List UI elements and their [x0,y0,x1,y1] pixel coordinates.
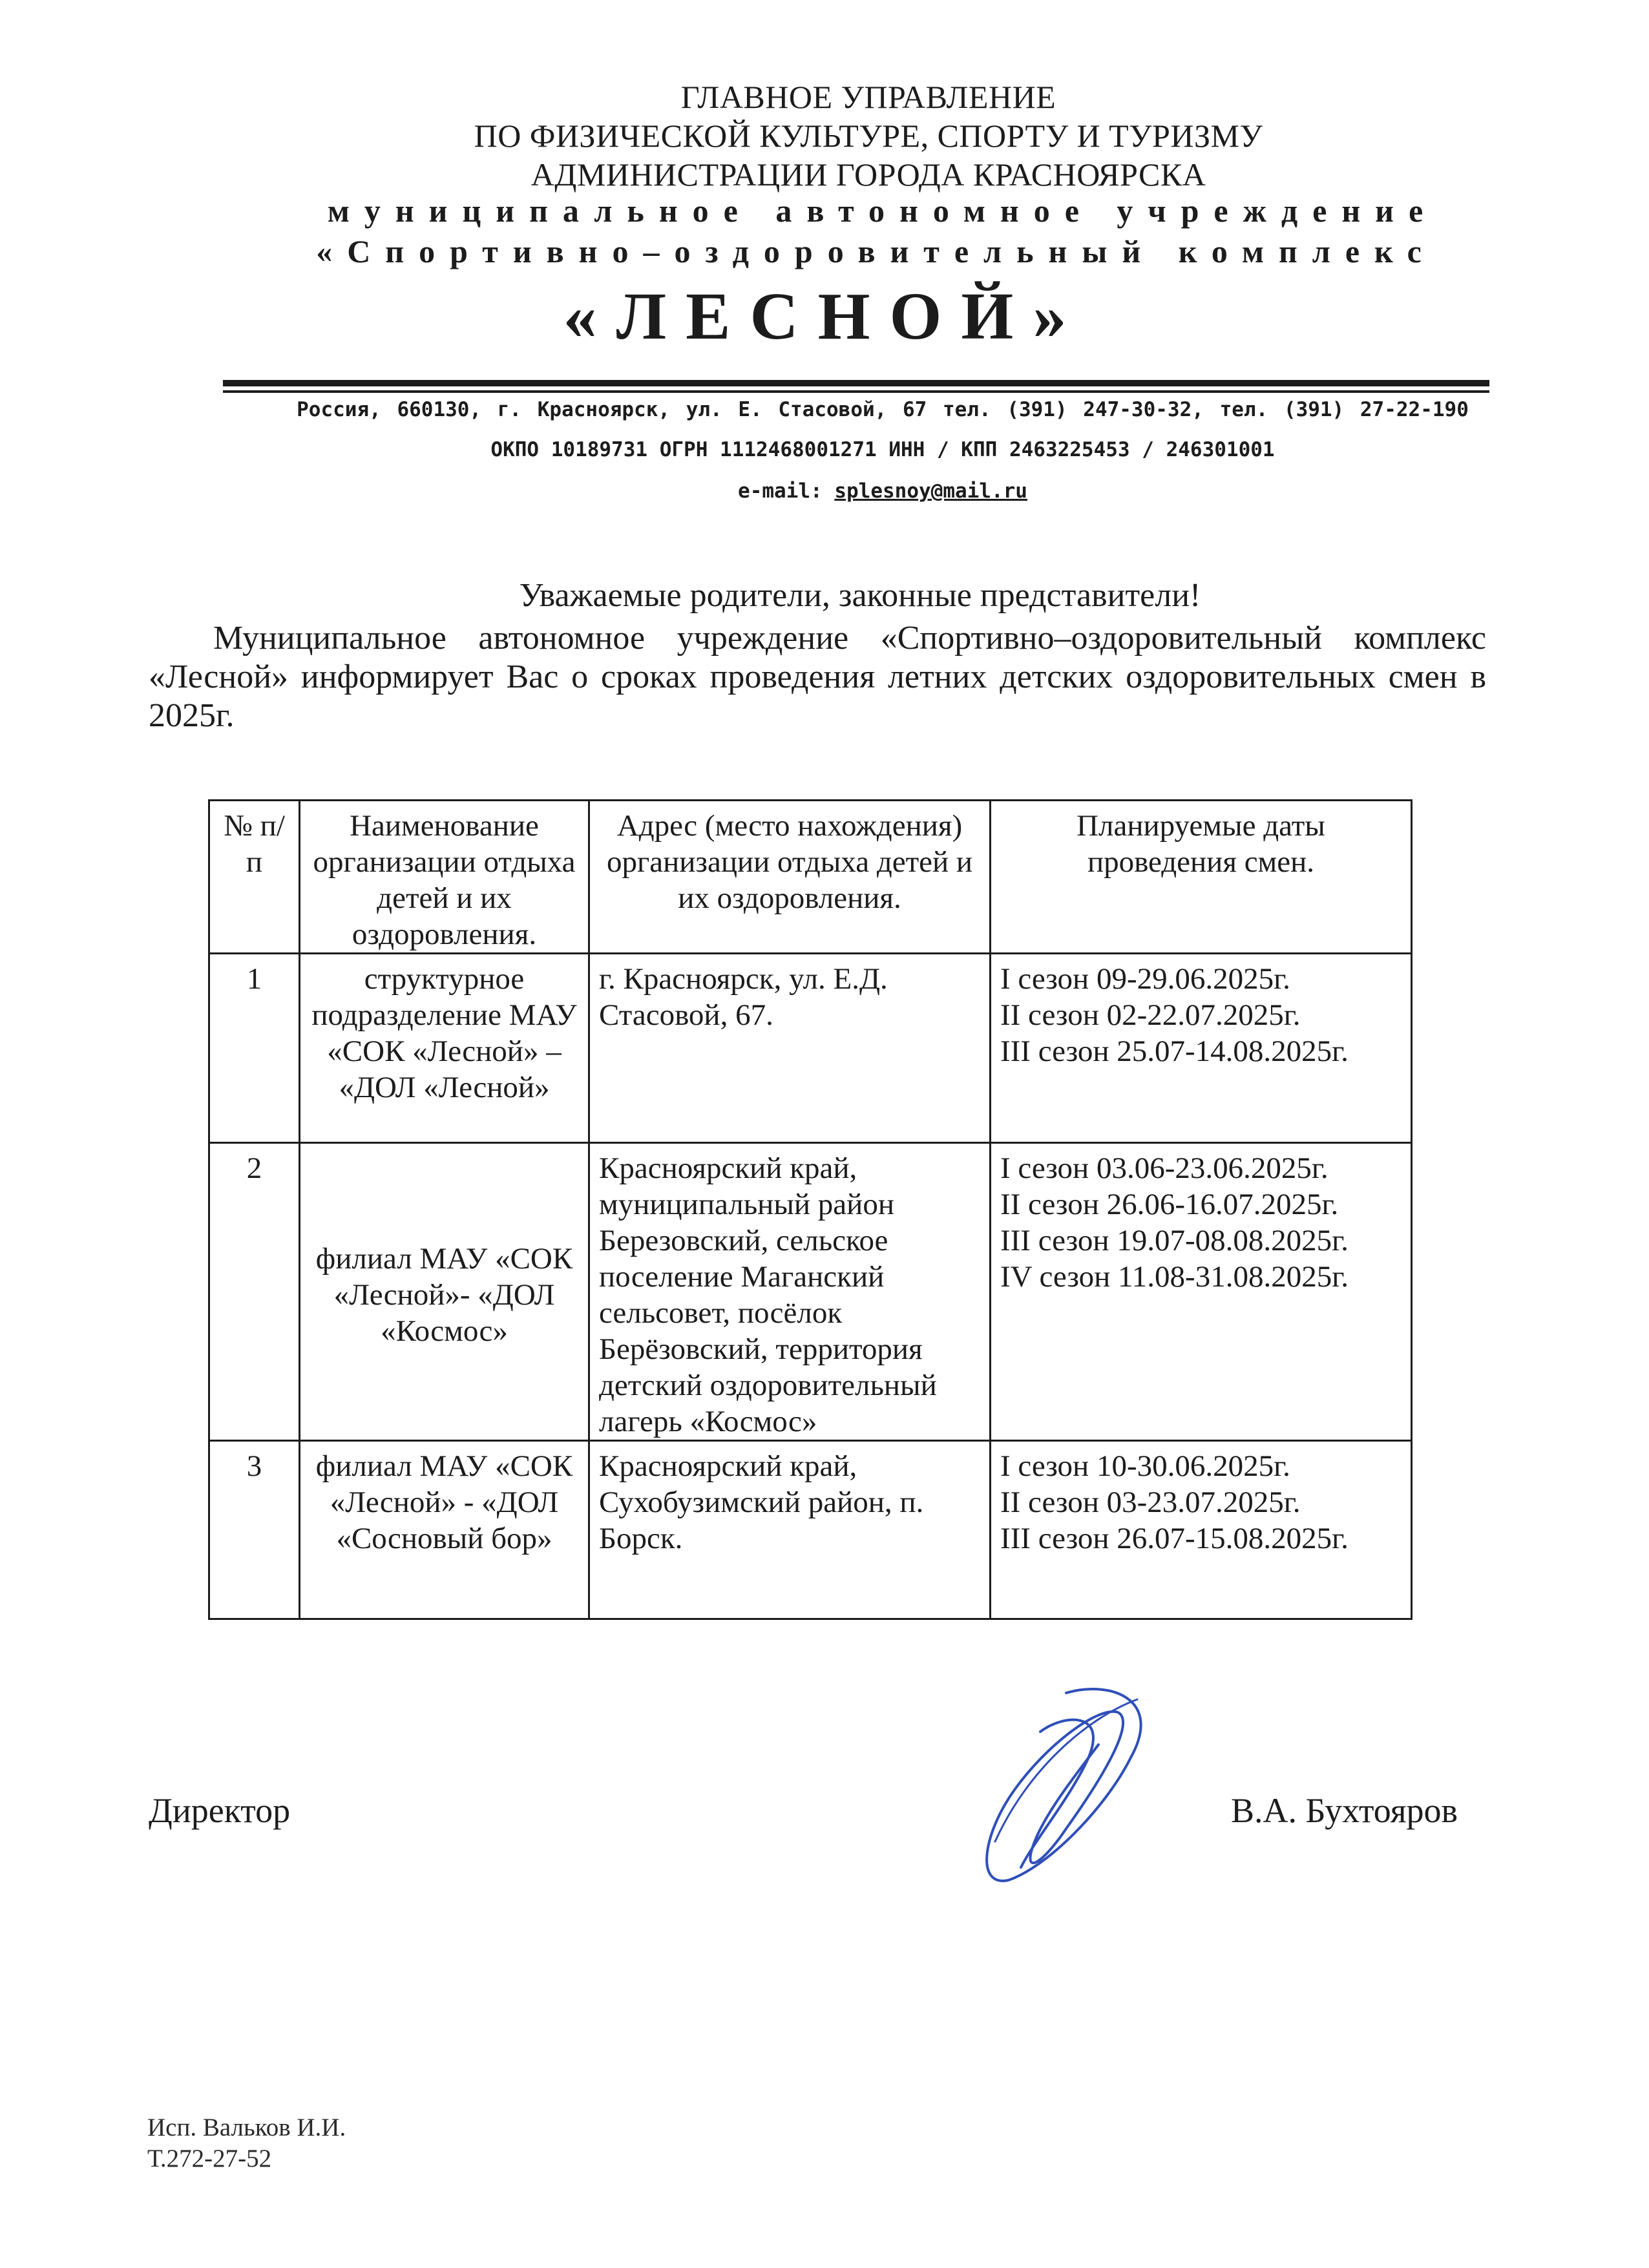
header-organization-name: Наименование организации отдыха детей и их оздоровления. [300,801,589,954]
organization-name: «Спортивно–оздоровительный комплекс [316,233,1436,269]
organization-name-cell: филиал МАУ «СОК «Лесной»- «ДОЛ «Космос» [300,1143,589,1441]
header-address: Адрес (место нахождения) организации отдыха детей и их оздоровления. [589,801,991,954]
row-number: 3 [209,1441,300,1619]
letterhead-line-2: ПО ФИЗИЧЕСКОЙ КУЛЬТУРЕ, СПОРТУ И ТУРИЗМУ [474,118,1263,154]
address-cell: Красноярский край, муниципальный район Березовский, сельское поселение Маганский сельсовет, посёлок Берёзовский, территория детский оздоровительный лагерь «Космос» [589,1143,991,1441]
organization-title: «ЛЕСНОЙ» [563,279,1086,353]
letterhead-line-1: ГЛАВНОЕ УПРАВЛЕНИЕ [680,79,1056,115]
row-number: 1 [209,954,300,1143]
season-dates: III сезон 26.07-15.08.2025г. [1000,1522,1349,1555]
signer-name: В.А. Бухтояров [1231,1791,1458,1830]
season-dates: I сезон 09-29.06.2025г. [1000,962,1290,996]
address-cell: Красноярский край, Сухобузимский район, п. Борск. [589,1441,991,1619]
letterhead-rule-thin [223,390,1489,393]
table-row [209,1441,1412,1619]
season-dates: II сезон 02-22.07.2025г. [1000,998,1301,1032]
season-dates: II сезон 26.06-16.07.2025г. [1000,1188,1339,1221]
contact-address: Россия, 660130, г. Красноярск, ул. Е. Стасовой, 67 тел. (391) 247-30-32, тел. (391) 27-22-190 [297,398,1469,421]
signer-position: Директор [149,1791,291,1830]
registration-codes: ОКПО 10189731 ОГРН 1112468001271 ИНН / КПП 2463225453 / 246301001 [490,438,1275,461]
season-dates: I сезон 03.06-23.06.2025г. [1000,1151,1329,1185]
table-header-row [209,801,1412,954]
letterhead-line-3: АДМИНИСТРАЦИИ ГОРОДА КРАСНОЯРСКА [530,156,1206,193]
row-number: 2 [209,1143,300,1441]
executor-phone: Т.272-27-52 [147,2145,272,2172]
email-link[interactable]: splesnoy@mail.ru [834,479,1027,503]
header-dates: Планируемые даты проведения смен. [991,801,1412,954]
organization-type: муниципальное автономное учреждение [327,193,1438,229]
season-dates: III сезон 25.07-14.08.2025г. [1000,1034,1349,1068]
header-number: № п/п [209,801,300,954]
address-cell: г. Красноярск, ул. Е.Д. Стасовой, 67. [589,954,991,1143]
season-dates: II сезон 03-23.07.2025г. [1000,1486,1301,1519]
organization-name-cell: структурное подразделение МАУ «СОК «Лесной» – «ДОЛ «Лесной» [300,954,589,1143]
email-label: e-mail: [738,479,835,503]
contact-email-line [58,478,1649,504]
season-dates: IV сезон 11.08-31.08.2025г. [1000,1260,1349,1294]
dates-cell [991,954,1412,1143]
intro-paragraph: Муниципальное автономное учреждение «Спортивно–оздоровительный комплекс «Лесной» информирует Вас о сроках проведения летних детских оздоровительных смен в 2025г. [149,620,1486,734]
letterhead-rule-thick [223,380,1489,386]
dates-cell [991,1441,1412,1619]
greeting: Уважаемые родители, законные представители! [519,577,1201,614]
table-row [209,1143,1412,1441]
dates-cell [991,1143,1412,1441]
executor-name: Исп. Вальков И.И. [147,2114,346,2141]
table-row [209,954,1412,1143]
organization-name-cell: филиал МАУ «СОК «Лесной» - «ДОЛ «Сосновый бор» [300,1441,589,1619]
schedule-table [208,799,1413,1620]
handwritten-signature-icon [969,1674,1163,1893]
season-dates: I сезон 10-30.06.2025г. [1000,1449,1290,1483]
season-dates: III сезон 19.07-08.08.2025г. [1000,1224,1349,1257]
